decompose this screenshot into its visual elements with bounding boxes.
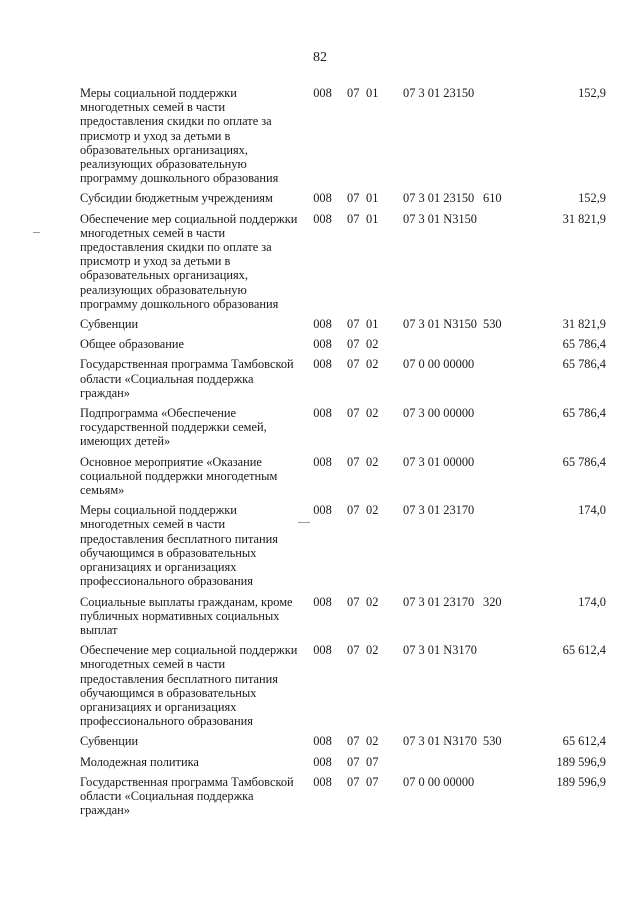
row-name: Молодежная политика [80, 754, 199, 769]
row-name: Субвенции [80, 734, 139, 749]
table-row [80, 191, 606, 205]
row-sum: 189 596,9 [556, 774, 606, 789]
row-section: 07 [347, 754, 360, 769]
row-section: 07 [347, 594, 360, 609]
row-section: 07 [347, 191, 360, 206]
row-section: 07 [347, 86, 360, 100]
row-expense-type: 610 [483, 191, 502, 206]
row-target-code: 07 3 01 N3170 [403, 734, 477, 749]
page-number: 82 [313, 50, 327, 65]
row-name: Государственная программа Тамбовской области «Социальная поддержка граждан» [80, 357, 294, 400]
table-row [80, 86, 606, 185]
row-sum: 65 612,4 [562, 643, 606, 658]
row-name: Меры социальной поддержки многодетных семей в части предоставления скидки по оплате за присмотр и уход за детьми в образовательных организациях, реализующих образовательную программу дошкольного образования [80, 86, 279, 186]
table-row [80, 317, 606, 331]
row-section: 07 [347, 503, 360, 518]
row-name: Социальные выплаты гражданам, кроме публичных нормативных социальных выплат [80, 594, 293, 637]
row-section: 07 [347, 317, 360, 332]
row-section: 07 [347, 643, 360, 658]
row-target-code: 07 0 00 00000 [403, 357, 475, 372]
row-subsection: 02 [366, 594, 379, 609]
row-target-code: 07 3 01 23150 [403, 86, 475, 100]
row-target-code: 07 3 01 N3150 [403, 211, 477, 226]
row-target-code: 07 3 01 N3170 [403, 643, 477, 658]
table-row [80, 406, 606, 449]
row-name: Обеспечение мер социальной поддержки многодетных семей в части предоставления скидки по оплате за присмотр и уход за детьми в образовательных организациях, реализующих образовательную программу дошкольного образования [80, 211, 298, 311]
row-sum: 189 596,9 [556, 754, 606, 769]
row-admin-code: 008 [313, 643, 332, 658]
row-name: Общее образование [80, 337, 185, 352]
row-sum: 152,9 [578, 191, 606, 206]
table-row [80, 357, 606, 400]
row-admin-code: 008 [313, 454, 332, 469]
row-target-code: 07 3 01 00000 [403, 454, 475, 469]
row-name: Субсидии бюджетным учреждениям [80, 191, 273, 206]
row-subsection: 01 [366, 191, 379, 206]
row-admin-code: 008 [313, 337, 332, 352]
table-row [80, 455, 606, 498]
row-admin-code: 008 [313, 406, 332, 421]
row-admin-code: 008 [313, 774, 332, 789]
row-subsection: 02 [366, 643, 379, 658]
table-row [80, 643, 606, 728]
row-admin-code: 008 [313, 594, 332, 609]
row-section: 07 [347, 337, 360, 352]
row-admin-code: 008 [313, 211, 332, 226]
row-sum: 65 786,4 [562, 337, 606, 352]
row-subsection: 02 [366, 337, 379, 352]
row-name: Обеспечение мер социальной поддержки многодетных семей в части предоставления бесплатного питания обучающимся в образовательных организациях и организациях профессионального образования [80, 643, 298, 729]
row-admin-code: 008 [313, 734, 332, 749]
row-section: 07 [347, 357, 360, 372]
row-subsection: 02 [366, 734, 379, 749]
row-subsection: 02 [366, 503, 379, 518]
row-section: 07 [347, 774, 360, 789]
row-target-code: 07 3 01 23170 [403, 503, 475, 518]
row-subsection: 02 [366, 406, 379, 421]
row-admin-code: 008 [313, 86, 332, 100]
row-section: 07 [347, 406, 360, 421]
row-expense-type: 320 [483, 594, 502, 609]
row-admin-code: 008 [313, 357, 332, 372]
margin-mark [33, 232, 40, 233]
row-subsection: 01 [366, 86, 379, 100]
row-admin-code: 008 [313, 191, 332, 206]
row-sum: 65 786,4 [562, 454, 606, 469]
row-sum: 152,9 [578, 86, 606, 100]
row-subsection: 07 [366, 774, 379, 789]
row-target-code: 07 3 00 00000 [403, 406, 475, 421]
row-name: Государственная программа Тамбовской области «Социальная поддержка граждан» [80, 774, 294, 818]
row-sum: 31 821,9 [562, 317, 606, 332]
row-subsection: 01 [366, 317, 379, 332]
row-sum: 65 612,4 [562, 734, 606, 749]
budget-table [80, 86, 606, 823]
row-subsection: 02 [366, 357, 379, 372]
row-name: Подпрограмма «Обеспечение государственной поддержки семей, имеющих детей» [80, 406, 267, 449]
row-name: Субвенции [80, 317, 139, 332]
row-sum: 65 786,4 [562, 357, 606, 372]
table-row [80, 734, 606, 748]
table-row [80, 212, 606, 311]
row-subsection: 01 [366, 211, 379, 226]
row-target-code: 07 3 01 N3150 [403, 317, 477, 332]
row-expense-type: 530 [483, 734, 502, 749]
row-name: Основное мероприятие «Оказание социальной поддержки многодетным семьям» [80, 454, 278, 498]
row-name: Меры социальной поддержки многодетных семей в части предоставления бесплатного питания обучающимся в образовательных организациях и организациях профессионального образования [80, 503, 279, 589]
table-row [80, 775, 606, 818]
row-target-code: 07 3 01 23150 [403, 191, 475, 206]
row-target-code: 07 0 00 00000 [403, 774, 475, 789]
row-target-code: 07 3 01 23170 [403, 594, 475, 609]
row-subsection: 07 [366, 754, 379, 769]
row-sum: 174,0 [578, 594, 606, 609]
row-sum: 174,0 [578, 503, 606, 518]
table-row [80, 337, 606, 351]
row-sum: 65 786,4 [562, 406, 606, 421]
row-admin-code: 008 [313, 317, 332, 332]
table-row [80, 595, 606, 638]
row-subsection: 02 [366, 454, 379, 469]
row-section: 07 [347, 211, 360, 226]
row-section: 07 [347, 734, 360, 749]
row-section: 07 [347, 454, 360, 469]
row-admin-code: 008 [313, 503, 332, 518]
row-admin-code: 008 [313, 754, 332, 769]
table-row [80, 755, 606, 769]
table-row [80, 503, 606, 588]
row-sum: 31 821,9 [562, 211, 606, 226]
row-expense-type: 530 [483, 317, 502, 332]
